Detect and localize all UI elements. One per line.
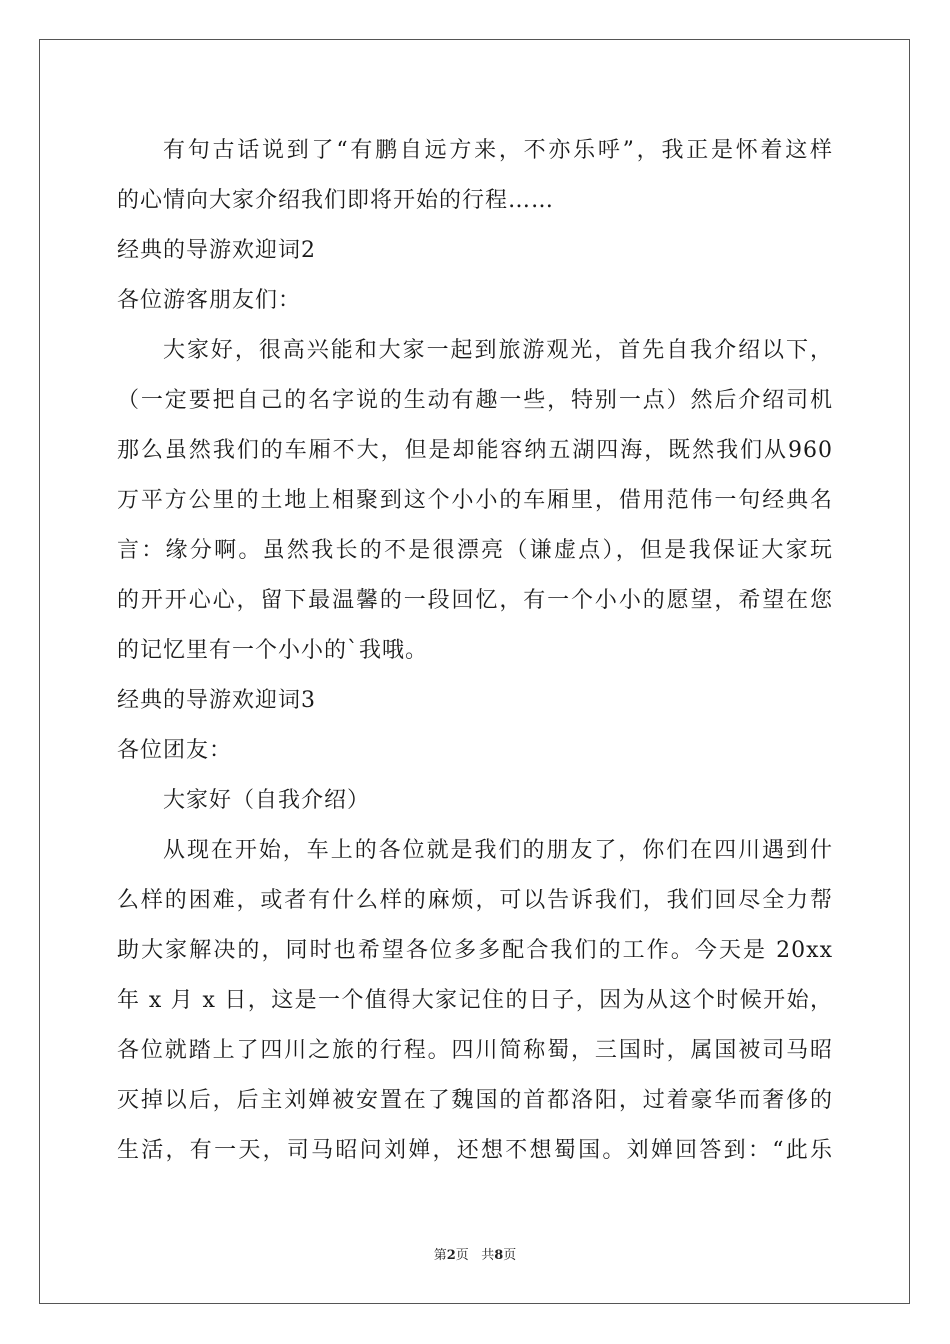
page-suffix: 页 [503, 1248, 517, 1263]
page-current: 2 [446, 1248, 456, 1263]
paragraph-line: 助大家解决的，同时也希望各位多多配合我们的工作。今天是 20xx [117, 938, 833, 963]
section-heading: 经典的导游欢迎词3 [117, 688, 316, 713]
paragraph-line: 有句古话说到了“有鹏自远方来，不亦乐呼”，我正是怀着这样 [163, 138, 833, 163]
paragraph-line: 生活，有一天，司马昭问刘婵，还想不想蜀国。刘婵回答到：“此乐 [117, 1138, 833, 1163]
paragraph-line: 万平方公里的土地上相聚到这个小小的车厢里，借用范伟一句经典名 [117, 488, 833, 513]
paragraph-line: 的记忆里有一个小小的`我哦。 [117, 638, 429, 663]
paragraph-line: 年 x 月 x 日，这是一个值得大家记住的日子，因为从这个时候开始， [117, 988, 833, 1013]
salutation: 各位团友： [117, 738, 233, 763]
page-footer [0, 1244, 950, 1263]
page-mid: 页 共 [455, 1248, 495, 1263]
paragraph-line: （一定要把自己的名字说的生动有趣一些，特别一点）然后介绍司机 [117, 388, 833, 413]
paragraph-line: 言：缘分啊。虽然我长的不是很漂亮（谦虚点），但是我保证大家玩 [117, 538, 833, 563]
paragraph-line: 从现在开始，车上的各位就是我们的朋友了，你们在四川遇到什 [163, 838, 833, 863]
document-body [117, 126, 833, 1176]
page-prefix: 第 [433, 1248, 447, 1263]
salutation: 各位游客朋友们： [117, 288, 302, 313]
paragraph-line: 大家好（自我介绍） [163, 788, 371, 813]
paragraph-line: 各位就踏上了四川之旅的行程。四川简称蜀，三国时，属国被司马昭 [117, 1038, 833, 1063]
paragraph-line: 么样的困难，或者有什么样的麻烦，可以告诉我们，我们回尽全力帮 [117, 888, 833, 913]
paragraph-line: 灭掉以后，后主刘婵被安置在了魏国的首都洛阳，过着豪华而奢侈的 [117, 1088, 833, 1113]
paragraph-line: 的心情向大家介绍我们即将开始的行程…… [117, 188, 555, 213]
paragraph-line: 大家好，很高兴能和大家一起到旅游观光，首先自我介绍以下， [163, 338, 833, 363]
page-total: 8 [494, 1248, 504, 1263]
section-heading: 经典的导游欢迎词2 [117, 238, 316, 263]
paragraph-line: 的开开心心，留下最温馨的一段回忆，有一个小小的愿望，希望在您 [117, 588, 833, 613]
paragraph-line: 那么虽然我们的车厢不大，但是却能容纳五湖四海，既然我们从960 [117, 438, 833, 463]
